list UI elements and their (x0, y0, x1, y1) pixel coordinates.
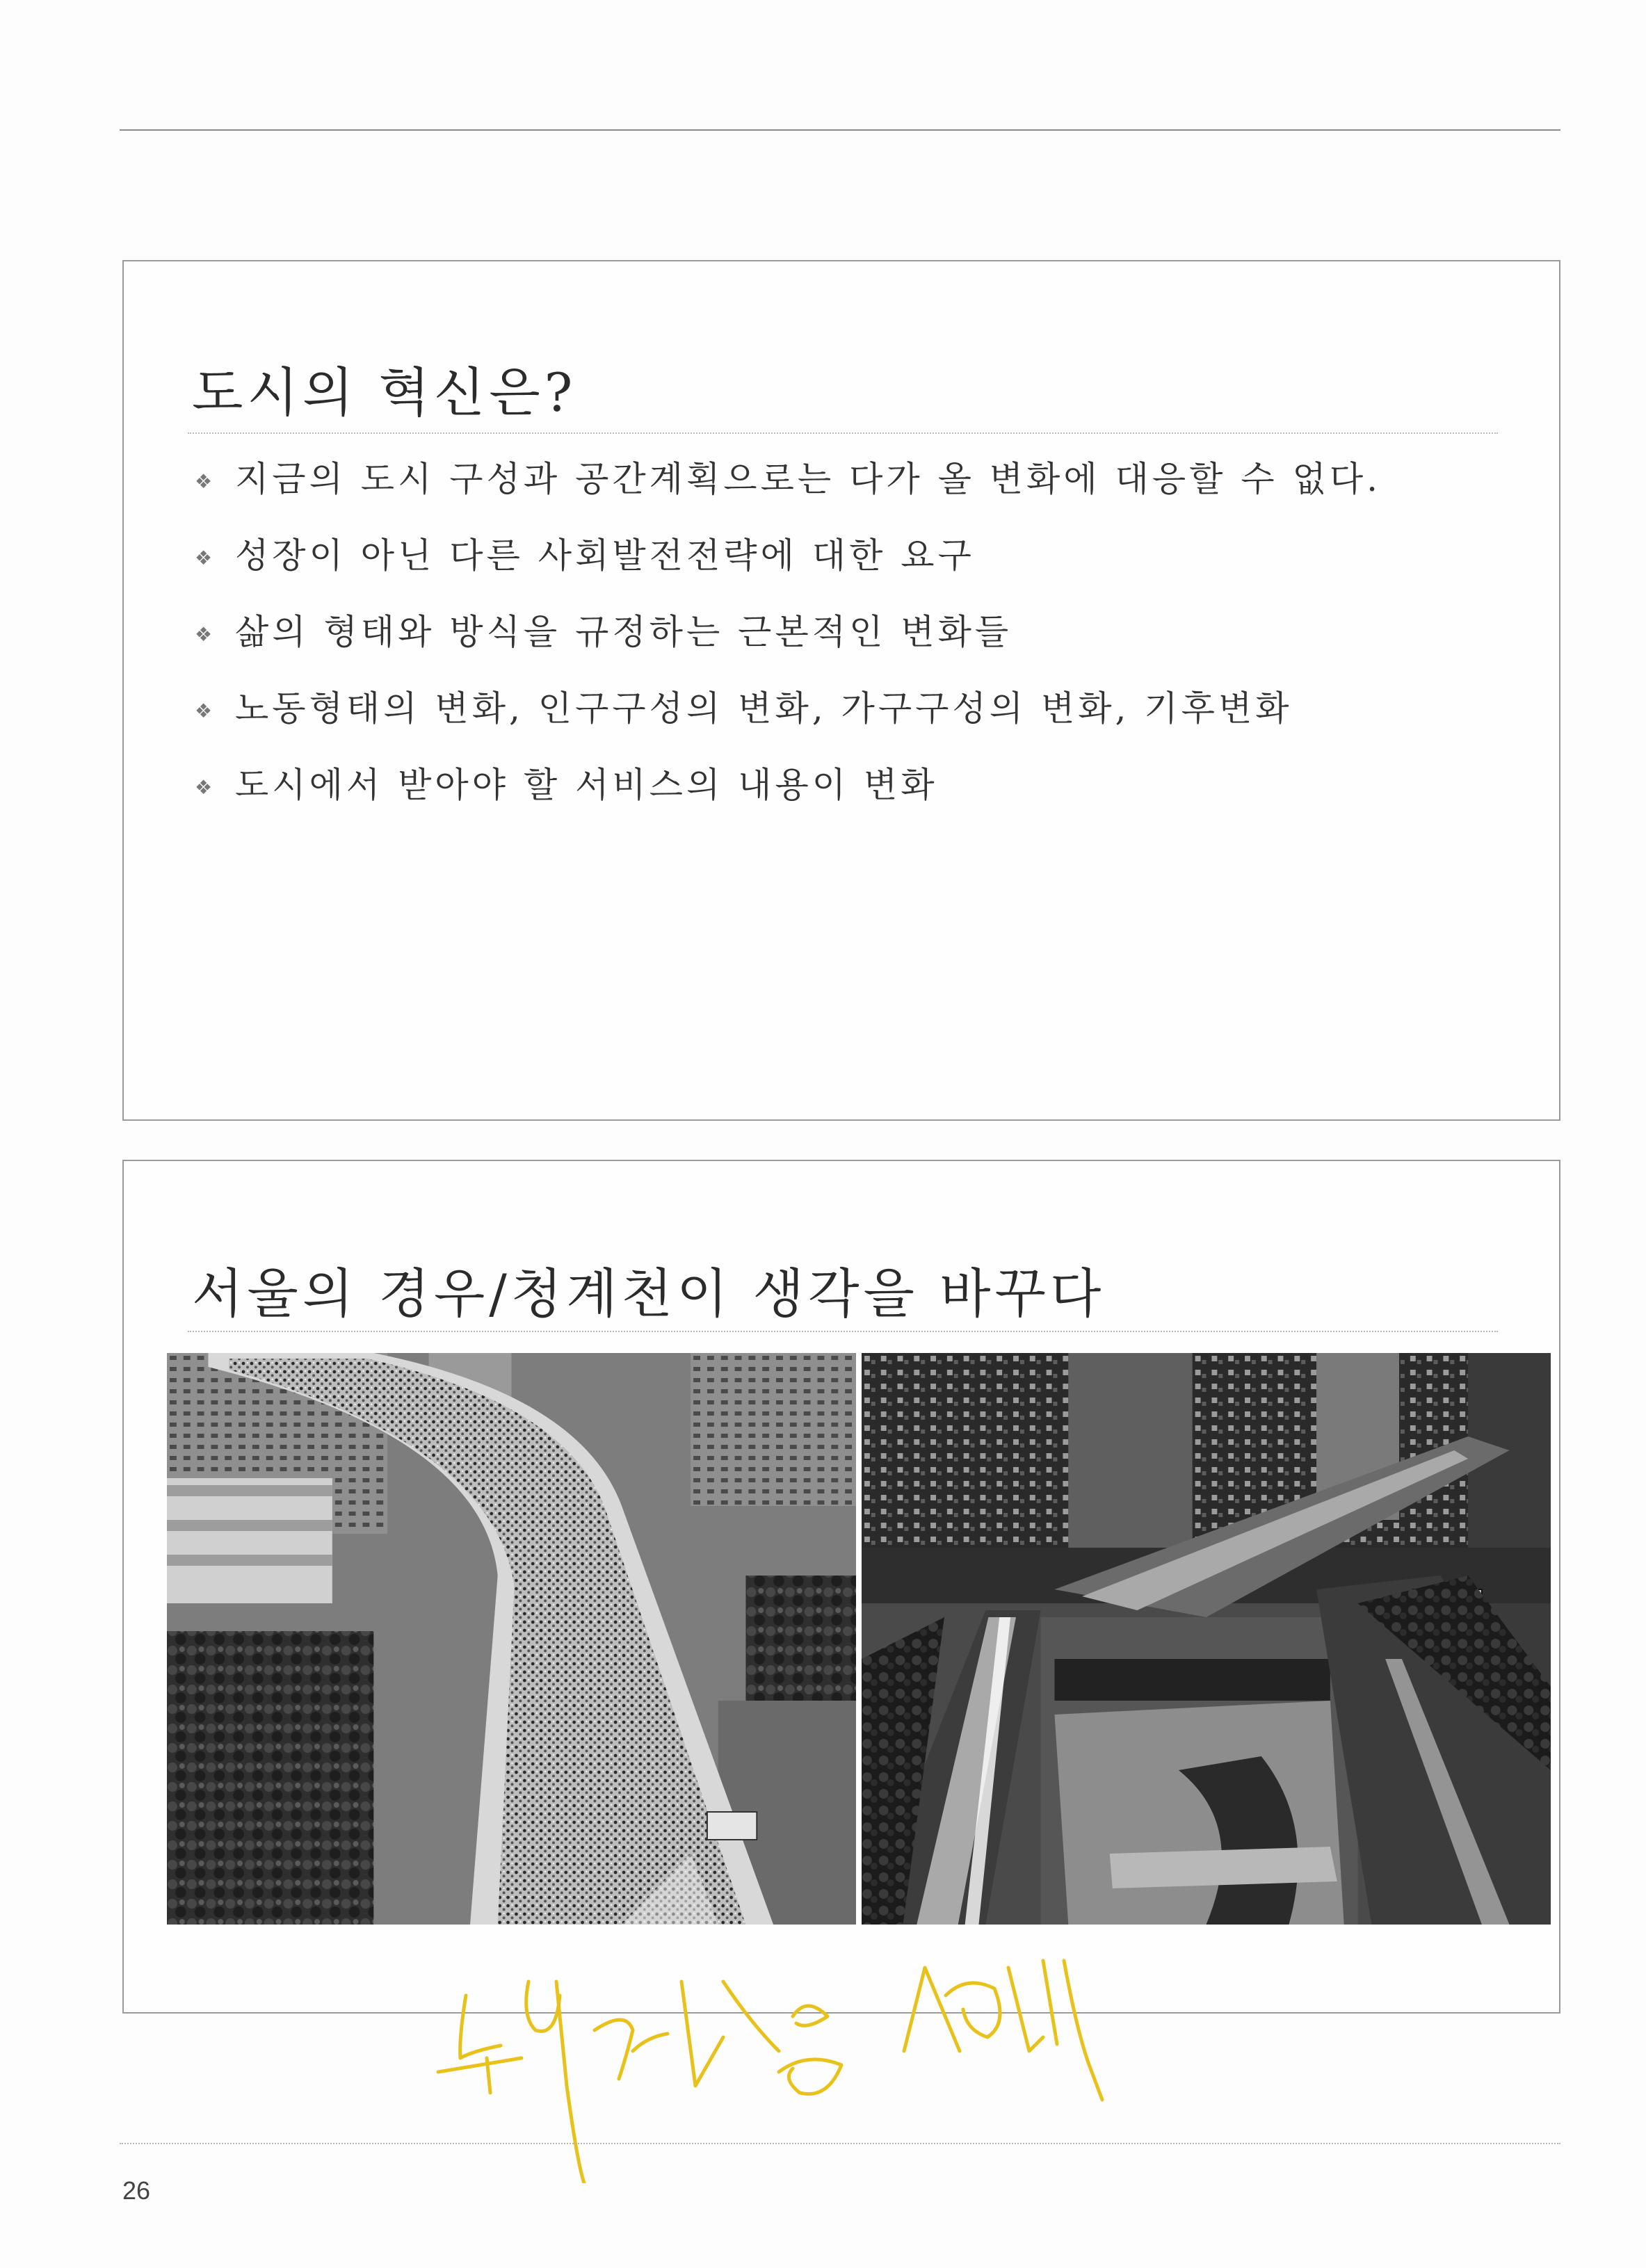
slide-seoul-cheonggyecheon (122, 1160, 1560, 2014)
page-number: 26 (122, 2176, 151, 2205)
slide-urban-innovation (122, 260, 1560, 1121)
bullet-text: 도시에서 받아야 할 서비스의 내용이 변화 (235, 765, 938, 805)
diamond-bullet-icon: ❖ (195, 470, 216, 493)
bullet-text: 노동형태의 변화, 인구구성의 변화, 가구구성의 변화, 기후변화 (235, 688, 1293, 729)
list-item (192, 457, 1492, 501)
diamond-bullet-icon: ❖ (195, 776, 216, 799)
footer-rule (120, 2143, 1560, 2144)
slide-title: 도시의 혁신은? (192, 362, 577, 423)
list-item (192, 687, 1492, 730)
title-divider (188, 1331, 1498, 1332)
bullet-text: 성장이 아닌 다른 사회발전전략에 대한 요구 (235, 535, 975, 576)
bullet-list (192, 457, 1492, 840)
diamond-bullet-icon: ❖ (195, 623, 216, 646)
handwritten-signature (417, 1954, 1196, 2183)
title-divider (188, 432, 1498, 434)
list-item (192, 610, 1492, 654)
diamond-bullet-icon: ❖ (195, 546, 216, 569)
diamond-bullet-icon: ❖ (195, 699, 216, 722)
highway-crowd-photo (167, 1353, 856, 1925)
bullet-text: 지금의 도시 구성과 공간계획으로는 다가 올 변화에 대응할 수 없다. (235, 459, 1382, 499)
photo-comparison (167, 1353, 1551, 1925)
list-item (192, 763, 1492, 807)
slide-title: 서울의 경우/청계천이 생각을 바꾸다 (192, 1263, 1106, 1325)
bullet-text: 삶의 형태와 방식을 규정하는 근본적인 변화들 (235, 612, 1012, 652)
list-item (192, 534, 1492, 577)
header-rule (120, 129, 1560, 131)
restored-stream-photo (862, 1353, 1551, 1925)
